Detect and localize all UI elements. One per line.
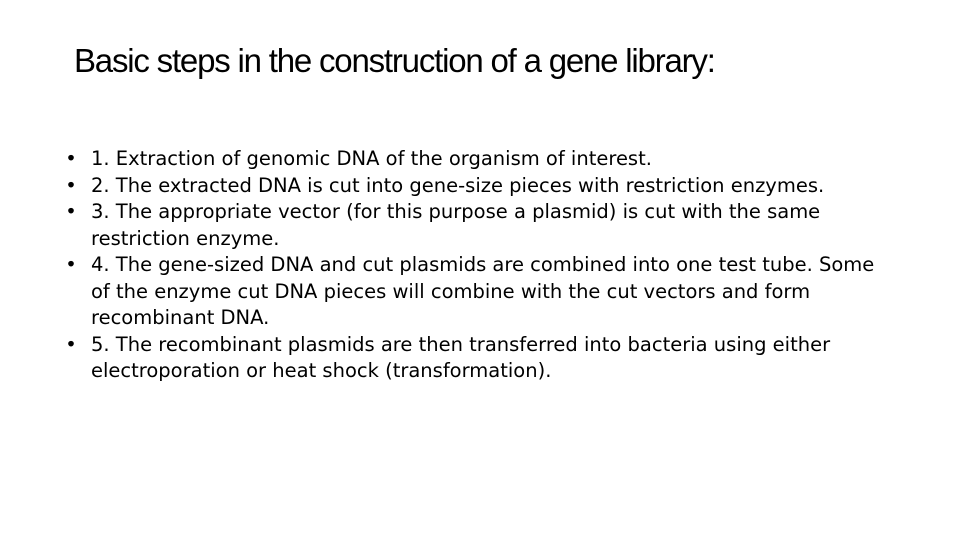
list-item-step-4 bbox=[60, 252, 890, 332]
bullet-icon: • bbox=[65, 332, 77, 356]
list-item-text: 4. The gene-sized DNA and cut plasmids are combined into one test tube. Some of the enzyme cut DNA pieces will combine with the cut vectors and form recombinant DNA. bbox=[91, 253, 875, 329]
list-item-step-3 bbox=[60, 199, 890, 252]
bullet-icon: • bbox=[65, 147, 77, 170]
slide-title: Basic steps in the construction of a gene library: bbox=[74, 42, 715, 79]
list-item-step-1 bbox=[60, 146, 890, 173]
bullet-list bbox=[60, 146, 890, 385]
bullet-icon: • bbox=[65, 173, 77, 197]
list-item-step-5 bbox=[60, 332, 890, 385]
list-item-text: 3. The appropriate vector (for this purpose a plasmid) is cut with the same restriction enzyme. bbox=[91, 200, 821, 250]
bullet-icon: • bbox=[65, 253, 77, 276]
list-item-step-2 bbox=[60, 173, 890, 200]
list-item-text: 1. Extraction of genomic DNA of the organism of interest. bbox=[91, 147, 652, 170]
list-item-text: 2. The extracted DNA is cut into gene-size pieces with restriction enzymes. bbox=[91, 173, 825, 197]
list-item-text: 5. The recombinant plasmids are then transferred into bacteria using either electroporation or heat shock (transformation). bbox=[91, 332, 831, 382]
bullet-icon: • bbox=[65, 200, 77, 223]
